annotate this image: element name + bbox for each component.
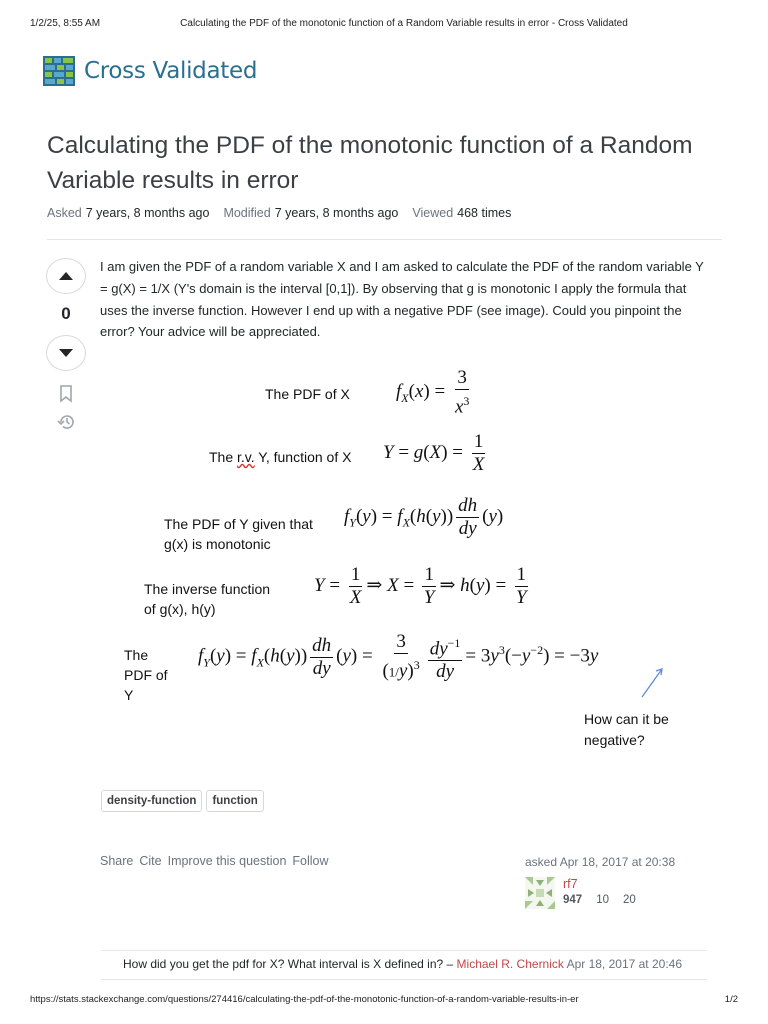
- post-owner: [525, 855, 715, 909]
- image-annotation-line2: negative?: [584, 732, 645, 748]
- formula-change-of-variable: $f_Y(y) = f_X(h(y))$ $\frac{dh}{dy}$ (y): [344, 495, 504, 539]
- title-divider: [47, 239, 722, 240]
- image-label-pdf-of-y-2: PDF of: [124, 667, 168, 683]
- print-datetime: 1/2/25, 8:55 AM: [30, 18, 101, 29]
- upvote-button[interactable]: [46, 258, 86, 294]
- comment-text: How did you get the pdf for X? What interval is X defined in? –: [123, 957, 454, 971]
- avatar[interactable]: [525, 877, 555, 909]
- arrow-up-icon: [59, 272, 73, 280]
- image-label-rv-y: The r.v. Y, function of X: [209, 449, 352, 465]
- site-logo[interactable]: [42, 54, 257, 88]
- image-label-pdf-x: The PDF of X: [265, 386, 350, 402]
- image-label-pdf-of-y-3: Y: [124, 687, 134, 703]
- silver-badges: 10: [596, 894, 609, 906]
- tag-function[interactable]: function: [206, 790, 263, 812]
- reputation: [563, 894, 650, 906]
- cite-link[interactable]: Cite: [139, 854, 162, 868]
- username-link[interactable]: rf7: [563, 877, 578, 891]
- image-label-pdf-of-y-1: The: [124, 647, 149, 663]
- question-meta: [47, 206, 525, 220]
- meta-viewed: Viewed 468 times: [412, 206, 512, 220]
- image-label-inverse-line1: The inverse function: [144, 581, 271, 597]
- image-label-inverse-line2: of g(x), h(y): [144, 601, 216, 617]
- formula-pdf-x: $f_X(x)$ = $\frac{3}{x^3}$: [396, 367, 470, 418]
- formula-result: $f_Y(y) = f_X(h(y))$ $\frac{dh}{dy}$ (y) = $\frac{3}{(1/y)^3}$ $\frac{dy^{-1}}{dy}$ = $3y^3(-y^{-2}) = -3y$: [198, 631, 599, 682]
- image-annotation-line1: How can it be: [584, 711, 669, 727]
- question-body: I am given the PDF of a random variable X and I am asked to calculate the PDF of the random variable Y = g(X) = 1/X (Y's domain is the interval [0,1]). By observing that g is monotonic I apply the formula that uses the inverse function. However I end up with a negative PDF (see image). Could you pinpoint the error? Your advice will be appreciated.: [100, 259, 704, 340]
- tag-list: [101, 790, 268, 812]
- reputation-score: 947: [563, 894, 583, 906]
- share-link[interactable]: Share: [100, 854, 134, 868]
- comment-user-link[interactable]: Michael R. Chernick: [456, 957, 564, 971]
- formula-inverse: Y = $\frac{1}{X}$ ⇒ X = $\frac{1}{Y}$ ⇒ h(y) = $\frac{1}{Y}$: [314, 564, 527, 608]
- site-name: Cross Validated: [84, 58, 258, 84]
- image-label-pdf-y-line1: The PDF of Y given that: [164, 516, 313, 532]
- print-footer: [30, 994, 738, 1005]
- cross-validated-logo-icon: [42, 54, 76, 88]
- asked-date[interactable]: asked Apr 18, 2017 at 20:38: [525, 855, 676, 869]
- bronze-badges: 20: [622, 894, 636, 906]
- formula-y-gx: Y = g(X) = $\frac{1}{X}$: [383, 431, 485, 475]
- print-page-number: 1/2: [724, 994, 738, 1005]
- annotation-arrow-icon: [638, 665, 668, 701]
- print-page-title: Calculating the PDF of the monotonic function of a Random Variable results in error - Cross Validated: [180, 18, 628, 29]
- vote-count: 0: [61, 304, 71, 323]
- improve-question-link[interactable]: Improve this question: [167, 854, 287, 868]
- user-card: [525, 877, 715, 909]
- comment-divider-bottom: [101, 979, 707, 980]
- meta-modified: Modified 7 years, 8 months ago: [223, 206, 399, 220]
- print-url: https://stats.stackexchange.com/questions/274416/calculating-the-pdf-of-the-monotonic-function-of-a-random-variable-results-in-er: [30, 994, 579, 1005]
- comment-date[interactable]: Apr 18, 2017 at 20:46: [566, 957, 683, 971]
- arrow-down-icon: [59, 349, 73, 357]
- comment-divider: [101, 950, 707, 951]
- meta-asked: Asked 7 years, 8 months ago: [47, 206, 210, 220]
- image-label-pdf-y-line2: g(x) is monotonic: [164, 536, 271, 552]
- comment: [123, 957, 682, 971]
- history-icon[interactable]: [56, 413, 76, 431]
- question-image-math: [100, 360, 710, 760]
- print-header: [30, 18, 738, 34]
- question-title[interactable]: Calculating the PDF of the monotonic function of a Random Variable results in error: [47, 132, 693, 194]
- downvote-button[interactable]: [46, 335, 86, 371]
- follow-link[interactable]: Follow: [292, 854, 329, 868]
- bookmark-icon[interactable]: [59, 385, 73, 403]
- vote-box: [46, 258, 86, 431]
- post-actions: [100, 854, 335, 868]
- tag-density-function[interactable]: density-function: [101, 790, 202, 812]
